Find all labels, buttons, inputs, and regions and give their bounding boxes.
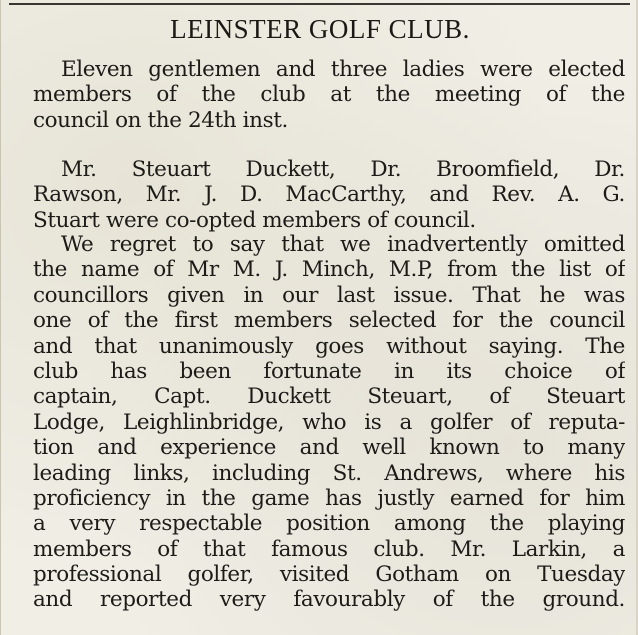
text-line: proficiency in the game has justly earned for him [33, 485, 625, 511]
article-headline: LEINSTER GOLF CLUB. [170, 14, 470, 44]
text-line: Mr. Steuart Duckett, Dr. Broomfield, Dr. [61, 157, 625, 182]
text-line: Rawson, Mr. J. D. MacCarthy, and Rev. A. G. [33, 182, 625, 208]
text-line: members of the club at the meeting of the [33, 82, 625, 108]
text-line: captain, Capt. Duckett Steuart, of Steuart [33, 384, 625, 410]
text-line: tion and experience and well known to many [33, 435, 625, 461]
paragraph-election [33, 57, 625, 133]
text-line: one of the first members selected for the council [33, 308, 625, 334]
text-line: Stuart were co-opted members of council. [33, 207, 476, 233]
text-line: club has been fortunate in its choice of [33, 358, 625, 384]
paragraph-co-opted [33, 157, 625, 233]
text-line: and reported very favourably of the ground. [33, 587, 625, 613]
paragraph-omission [33, 232, 625, 613]
text-line: Lodge, Leighlinbridge, who is a golfer of reputa- [33, 409, 625, 435]
text-line: the name of Mr M. J. Minch, M.P, from the list of [33, 257, 625, 283]
text-line: and that unanimously goes without saying. The [33, 333, 625, 359]
text-line: Eleven gentlemen and three ladies were elected [61, 57, 625, 82]
top-rule [9, 3, 630, 5]
text-line: councillors given in our last issue. That he was [33, 282, 625, 308]
text-line: members of that famous club. Mr. Larkin, a [33, 536, 625, 562]
text-line: council on the 24th inst. [33, 107, 288, 133]
text-line: a very respectable position among the playing [33, 511, 625, 537]
text-line: professional golfer, visited Gotham on Tuesday [33, 562, 625, 588]
text-line: leading links, including St. Andrews, where his [33, 460, 625, 486]
text-line: We regret to say that we inadvertently omitted [61, 232, 625, 257]
